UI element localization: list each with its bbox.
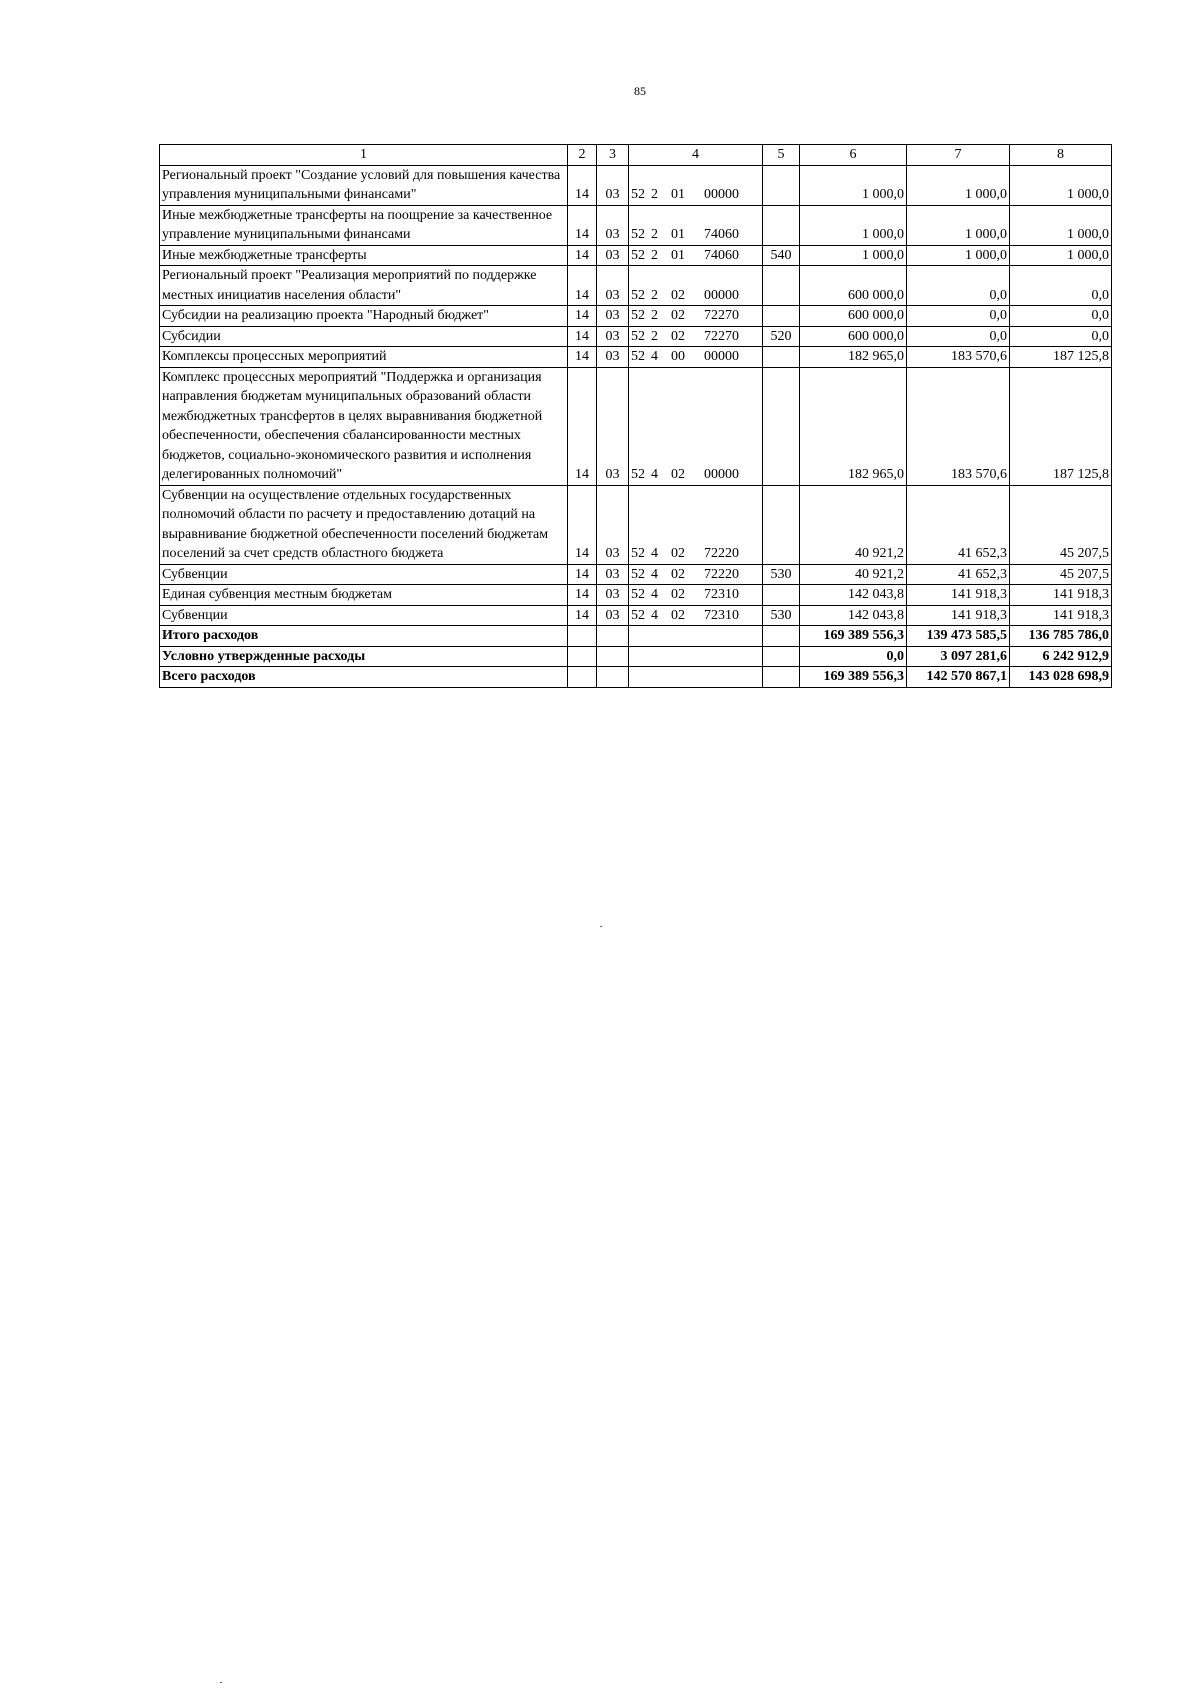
target-article-code	[629, 347, 763, 368]
subsection-code: 03	[597, 367, 629, 485]
amount-col-8: 187 125,8	[1010, 347, 1112, 368]
direction-code: 72310	[704, 587, 739, 602]
structural-element-code: 02	[671, 308, 685, 323]
header-cell: 3	[597, 145, 629, 166]
row-name: Комплексы процессных мероприятий	[160, 347, 568, 368]
expense-type-code: 520	[763, 326, 800, 347]
direction-code: 00000	[704, 187, 739, 202]
direction-code: 72220	[704, 566, 739, 582]
program-type-code: 4	[651, 349, 658, 364]
expense-type-code	[763, 266, 800, 306]
empty-cell	[597, 626, 629, 647]
structural-element-code: 01	[671, 187, 685, 202]
program-code: 52	[631, 467, 645, 482]
empty-cell	[568, 667, 597, 688]
expense-type-code	[763, 485, 800, 564]
amount-col-6: 600 000,0	[800, 306, 907, 327]
scan-speck	[600, 926, 602, 927]
section-code: 14	[568, 266, 597, 306]
amount-col-6: 142 043,8	[800, 605, 907, 626]
amount-col-6: 0,0	[800, 646, 907, 667]
section-code: 14	[568, 326, 597, 347]
target-article-code	[629, 585, 763, 606]
direction-code: 00000	[704, 349, 739, 364]
table-row	[160, 485, 1112, 564]
header-cell: 6	[800, 145, 907, 166]
header-cell: 2	[568, 145, 597, 166]
subsection-code: 03	[597, 347, 629, 368]
table-row	[160, 347, 1112, 368]
program-type-code: 2	[651, 287, 658, 303]
amount-col-8: 1 000,0	[1010, 205, 1112, 245]
amount-col-8: 187 125,8	[1010, 367, 1112, 485]
amount-col-8: 141 918,3	[1010, 605, 1112, 626]
subsection-code: 03	[597, 485, 629, 564]
empty-cell	[763, 626, 800, 647]
program-type-code: 4	[651, 566, 658, 582]
amount-col-6: 1 000,0	[800, 205, 907, 245]
row-name: Региональный проект "Создание условий для повышения качества управления муниципальными финансами"	[160, 165, 568, 205]
subsection-code: 03	[597, 564, 629, 585]
table-row	[160, 266, 1112, 306]
structural-element-code: 02	[671, 546, 685, 561]
section-code: 14	[568, 347, 597, 368]
target-article-code	[629, 245, 763, 266]
row-name: Иные межбюджетные трансферты	[160, 245, 568, 266]
section-code: 14	[568, 367, 597, 485]
program-code: 52	[631, 587, 645, 602]
target-article-code	[629, 165, 763, 205]
header-cell: 7	[907, 145, 1010, 166]
expense-type-code: 530	[763, 564, 800, 585]
amount-col-8: 1 000,0	[1010, 165, 1112, 205]
expense-type-code	[763, 205, 800, 245]
amount-col-8: 0,0	[1010, 326, 1112, 347]
table-row	[160, 306, 1112, 327]
totals-row	[160, 667, 1112, 688]
program-code: 52	[631, 287, 645, 303]
section-code: 14	[568, 605, 597, 626]
table-row	[160, 564, 1112, 585]
target-article-code	[629, 564, 763, 585]
amount-col-8: 143 028 698,9	[1010, 667, 1112, 688]
subsection-code: 03	[597, 326, 629, 347]
amount-col-7: 141 918,3	[907, 585, 1010, 606]
row-name: Субвенции	[160, 564, 568, 585]
amount-col-6: 40 921,2	[800, 564, 907, 585]
amount-col-7: 0,0	[907, 326, 1010, 347]
section-code: 14	[568, 485, 597, 564]
header-cell: 8	[1010, 145, 1112, 166]
table-row	[160, 605, 1112, 626]
subsection-code: 03	[597, 306, 629, 327]
amount-col-6: 1 000,0	[800, 165, 907, 205]
amount-col-7: 0,0	[907, 306, 1010, 327]
table-row	[160, 585, 1112, 606]
amount-col-6: 600 000,0	[800, 266, 907, 306]
amount-col-7: 41 652,3	[907, 564, 1010, 585]
program-code: 52	[631, 328, 645, 344]
subsection-code: 03	[597, 165, 629, 205]
empty-cell	[763, 667, 800, 688]
table-header-row	[160, 145, 1112, 166]
table-row	[160, 165, 1112, 205]
amount-col-7: 139 473 585,5	[907, 626, 1010, 647]
structural-element-code: 02	[671, 607, 685, 623]
section-code: 14	[568, 205, 597, 245]
empty-cell	[568, 646, 597, 667]
table-row	[160, 326, 1112, 347]
header-cell: 4	[629, 145, 763, 166]
direction-code: 00000	[704, 287, 739, 303]
expense-type-code	[763, 585, 800, 606]
totals-name: Условно утвержденные расходы	[160, 646, 568, 667]
structural-element-code: 02	[671, 587, 685, 602]
program-code: 52	[631, 227, 645, 242]
target-article-code	[629, 266, 763, 306]
amount-col-7: 141 918,3	[907, 605, 1010, 626]
structural-element-code: 02	[671, 287, 685, 303]
row-name: Субвенции на осуществление отдельных государственных полномочий области по расчету и предоставлению дотаций на выравнивание бюджетной обеспеченности поселений бюджетам поселений за счет средств областного бюджета	[160, 485, 568, 564]
amount-col-7: 3 097 281,6	[907, 646, 1010, 667]
program-type-code: 4	[651, 467, 658, 482]
amount-col-7: 0,0	[907, 266, 1010, 306]
program-code: 52	[631, 247, 645, 263]
structural-element-code: 02	[671, 328, 685, 344]
target-article-code	[629, 205, 763, 245]
empty-cell	[597, 667, 629, 688]
totals-row	[160, 626, 1112, 647]
totals-row	[160, 646, 1112, 667]
target-article-code	[629, 326, 763, 347]
subsection-code: 03	[597, 205, 629, 245]
row-name: Субсидии	[160, 326, 568, 347]
row-name: Субвенции	[160, 605, 568, 626]
amount-col-6: 600 000,0	[800, 326, 907, 347]
amount-col-7: 1 000,0	[907, 165, 1010, 205]
amount-col-6: 169 389 556,3	[800, 667, 907, 688]
table-row	[160, 367, 1112, 485]
empty-cell	[597, 646, 629, 667]
amount-col-7: 183 570,6	[907, 347, 1010, 368]
section-code: 14	[568, 564, 597, 585]
row-name: Единая субвенция местным бюджетам	[160, 585, 568, 606]
expense-type-code	[763, 347, 800, 368]
program-type-code: 4	[651, 546, 658, 561]
scan-speck	[220, 1682, 222, 1683]
direction-code: 72220	[704, 546, 739, 561]
structural-element-code: 00	[671, 349, 685, 364]
expense-type-code: 540	[763, 245, 800, 266]
program-type-code: 4	[651, 587, 658, 602]
amount-col-8: 45 207,5	[1010, 485, 1112, 564]
section-code: 14	[568, 245, 597, 266]
amount-col-7: 142 570 867,1	[907, 667, 1010, 688]
amount-col-6: 182 965,0	[800, 367, 907, 485]
direction-code: 74060	[704, 247, 739, 263]
program-code: 52	[631, 349, 645, 364]
empty-cell	[629, 667, 763, 688]
amount-col-7: 41 652,3	[907, 485, 1010, 564]
amount-col-8: 6 242 912,9	[1010, 646, 1112, 667]
header-cell: 1	[160, 145, 568, 166]
subsection-code: 03	[597, 245, 629, 266]
section-code: 14	[568, 165, 597, 205]
direction-code: 72270	[704, 308, 739, 323]
program-type-code: 4	[651, 607, 658, 623]
totals-name: Всего расходов	[160, 667, 568, 688]
program-code: 52	[631, 187, 645, 202]
expense-type-code	[763, 306, 800, 327]
subsection-code: 03	[597, 605, 629, 626]
empty-cell	[763, 646, 800, 667]
structural-element-code: 02	[671, 566, 685, 582]
amount-col-6: 182 965,0	[800, 347, 907, 368]
amount-col-6: 142 043,8	[800, 585, 907, 606]
expense-type-code	[763, 165, 800, 205]
expense-type-code: 530	[763, 605, 800, 626]
direction-code: 72310	[704, 607, 739, 623]
subsection-code: 03	[597, 585, 629, 606]
amount-col-8: 0,0	[1010, 306, 1112, 327]
structural-element-code: 02	[671, 467, 685, 482]
target-article-code	[629, 367, 763, 485]
program-code: 52	[631, 546, 645, 561]
row-name: Иные межбюджетные трансферты на поощрение за качественное управление муниципальными финансами	[160, 205, 568, 245]
section-code: 14	[568, 585, 597, 606]
subsection-code: 03	[597, 266, 629, 306]
direction-code: 74060	[704, 227, 739, 242]
empty-cell	[629, 646, 763, 667]
amount-col-8: 141 918,3	[1010, 585, 1112, 606]
page-number: 85	[634, 84, 646, 98]
amount-col-8: 136 785 786,0	[1010, 626, 1112, 647]
row-name: Субсидии на реализацию проекта "Народный бюджет"	[160, 306, 568, 327]
budget-table	[159, 144, 1112, 688]
amount-col-7: 1 000,0	[907, 205, 1010, 245]
program-type-code: 2	[651, 328, 658, 344]
program-code: 52	[631, 607, 645, 623]
empty-cell	[629, 626, 763, 647]
direction-code: 72270	[704, 328, 739, 344]
row-name: Комплекс процессных мероприятий "Поддержка и организация направления бюджетам муниципальных образований области межбюджетных трансфертов в целях выравнивания бюджетной обеспеченности, обеспечения сбалансированности местных бюджетов, социально-экономического развития и исполнения делегированных полномочий"	[160, 367, 568, 485]
program-code: 52	[631, 308, 645, 323]
target-article-code	[629, 306, 763, 327]
program-type-code: 2	[651, 187, 658, 202]
amount-col-7: 183 570,6	[907, 367, 1010, 485]
amount-col-6: 40 921,2	[800, 485, 907, 564]
table-row	[160, 205, 1112, 245]
structural-element-code: 01	[671, 227, 685, 242]
program-type-code: 2	[651, 308, 658, 323]
amount-col-8: 1 000,0	[1010, 245, 1112, 266]
program-code: 52	[631, 566, 645, 582]
structural-element-code: 01	[671, 247, 685, 263]
totals-name: Итого расходов	[160, 626, 568, 647]
target-article-code	[629, 605, 763, 626]
row-name: Региональный проект "Реализация мероприятий по поддержке местных инициатив населения области"	[160, 266, 568, 306]
program-type-code: 2	[651, 247, 658, 263]
table-row	[160, 245, 1112, 266]
direction-code: 00000	[704, 467, 739, 482]
amount-col-7: 1 000,0	[907, 245, 1010, 266]
section-code: 14	[568, 306, 597, 327]
header-cell: 5	[763, 145, 800, 166]
target-article-code	[629, 485, 763, 564]
amount-col-6: 1 000,0	[800, 245, 907, 266]
expense-type-code	[763, 367, 800, 485]
amount-col-8: 0,0	[1010, 266, 1112, 306]
empty-cell	[568, 626, 597, 647]
amount-col-8: 45 207,5	[1010, 564, 1112, 585]
amount-col-6: 169 389 556,3	[800, 626, 907, 647]
program-type-code: 2	[651, 227, 658, 242]
